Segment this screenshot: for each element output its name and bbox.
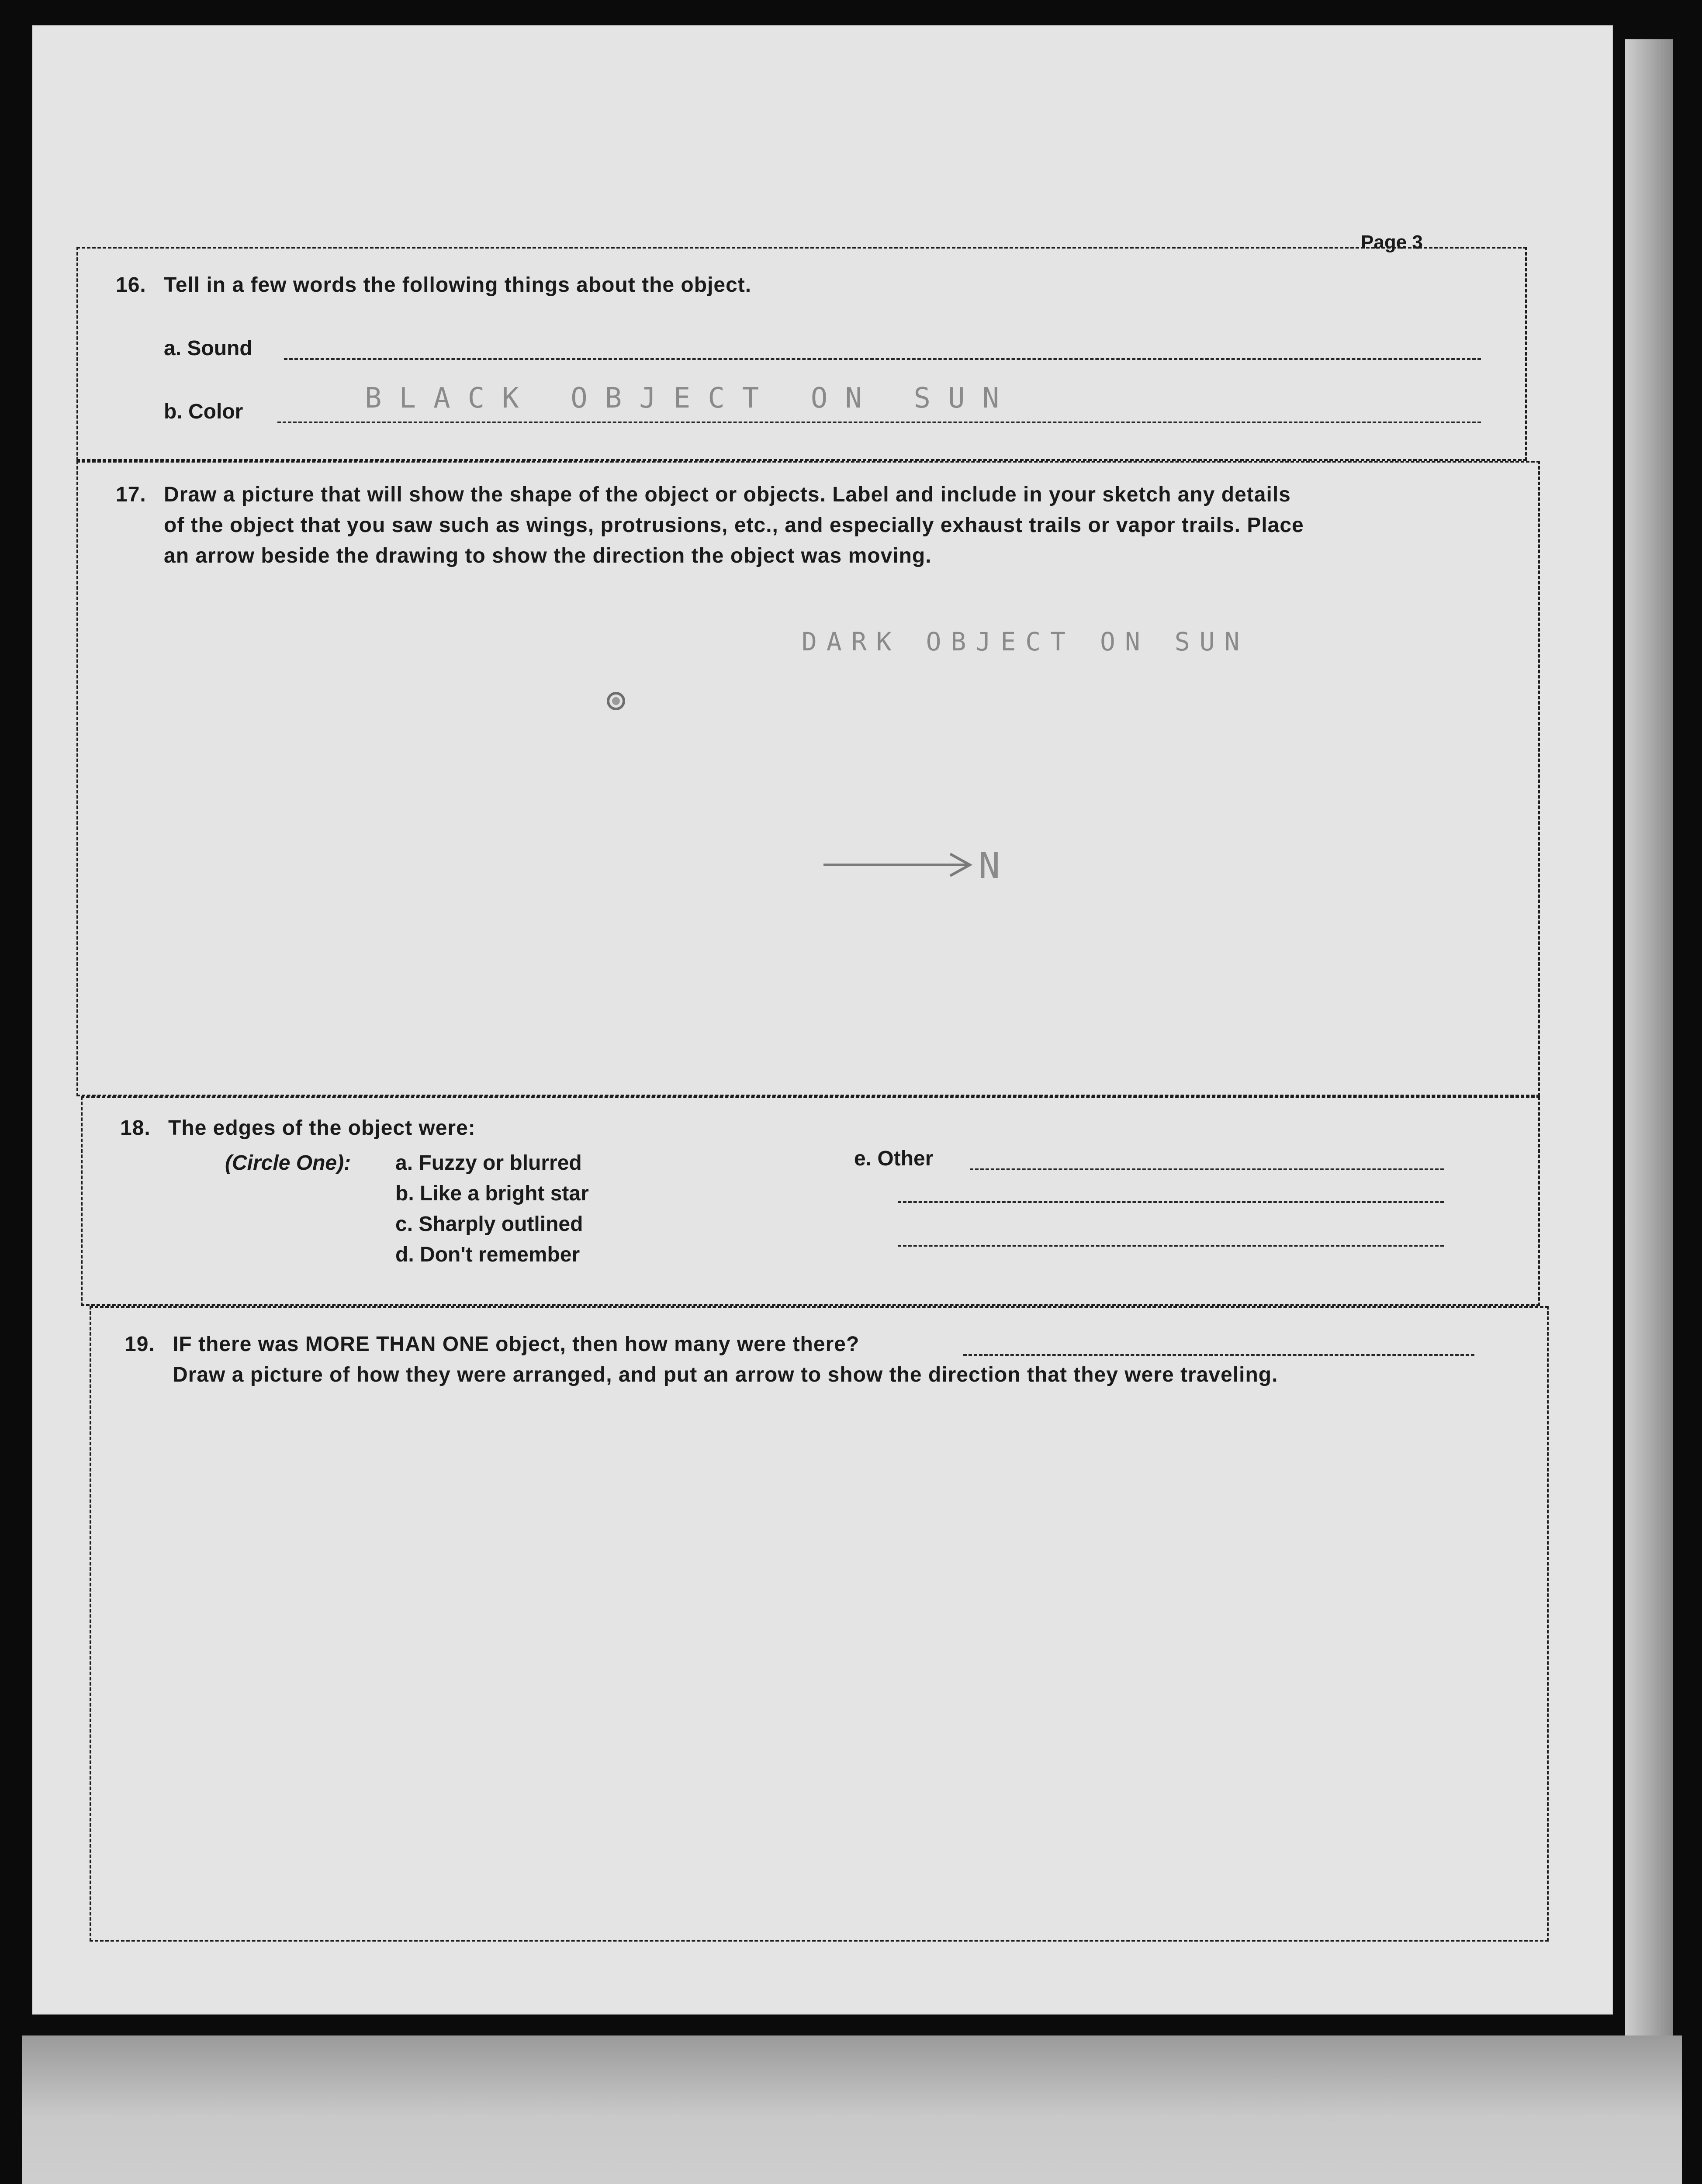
sound-label: a. Sound [164, 337, 253, 360]
question-19-line1 [125, 1332, 859, 1356]
question-19-number: 19. [125, 1333, 155, 1356]
question-17-line1 [116, 483, 1291, 507]
color-handwritten-value: BLACK OBJECT ON SUN [365, 382, 1017, 415]
film-lower-area [22, 2035, 1682, 2184]
circle-one-label: (Circle One): [225, 1151, 351, 1175]
question-18-prompt: The edges of the object were: [168, 1116, 476, 1140]
question-17-prompt-1: Draw a picture that will show the shape of the object or objects. Label and include in your sketch any details [164, 483, 1291, 506]
arrangement-drawing-area[interactable] [103, 1402, 1536, 1926]
color-field[interactable] [277, 422, 1481, 423]
arrow-icon [819, 847, 985, 882]
question-16-number: 16. [116, 273, 146, 297]
question-17-line3: an arrow beside the drawing to show the direction the object was moving. [164, 544, 932, 567]
object-count-field[interactable] [963, 1354, 1474, 1356]
sketch-label: DARK OBJECT ON SUN [802, 627, 1249, 657]
other-field-3[interactable] [898, 1245, 1444, 1247]
question-18-number: 18. [120, 1116, 151, 1140]
edge-option-c[interactable]: c. Sharply outlined [395, 1213, 583, 1236]
edge-option-other-label: e. Other [854, 1147, 934, 1170]
color-label: b. Color [164, 400, 243, 423]
film-edge-strip [1625, 39, 1673, 2057]
other-field-1[interactable] [970, 1168, 1444, 1170]
question-19-line2: Draw a picture of how they were arranged, and put an arrow to show the direction that they were traveling. [173, 1363, 1278, 1386]
sketch-object-circle [596, 681, 636, 721]
edge-option-b[interactable]: b. Like a bright star [395, 1182, 589, 1205]
page-number: Page 3 [1361, 232, 1423, 253]
edge-option-a[interactable]: a. Fuzzy or blurred [395, 1151, 582, 1175]
question-16-prompt: Tell in a few words the following things about the object. [164, 273, 752, 297]
question-16-text [116, 273, 751, 297]
question-17-line2: of the object that you saw such as wings, protrusions, etc., and especially exhaust trails or vapor trails. Place [164, 514, 1304, 537]
question-18-text [120, 1116, 476, 1140]
edge-option-d[interactable]: d. Don't remember [395, 1243, 580, 1266]
question-17-number: 17. [116, 483, 146, 506]
question-19-prompt-1: IF there was MORE THAN ONE object, then how many were there? [173, 1333, 860, 1356]
sound-field[interactable] [284, 358, 1481, 360]
other-field-2[interactable] [898, 1201, 1444, 1203]
arrow-direction-label: N [979, 845, 1000, 887]
form-sheet [33, 26, 1612, 2014]
